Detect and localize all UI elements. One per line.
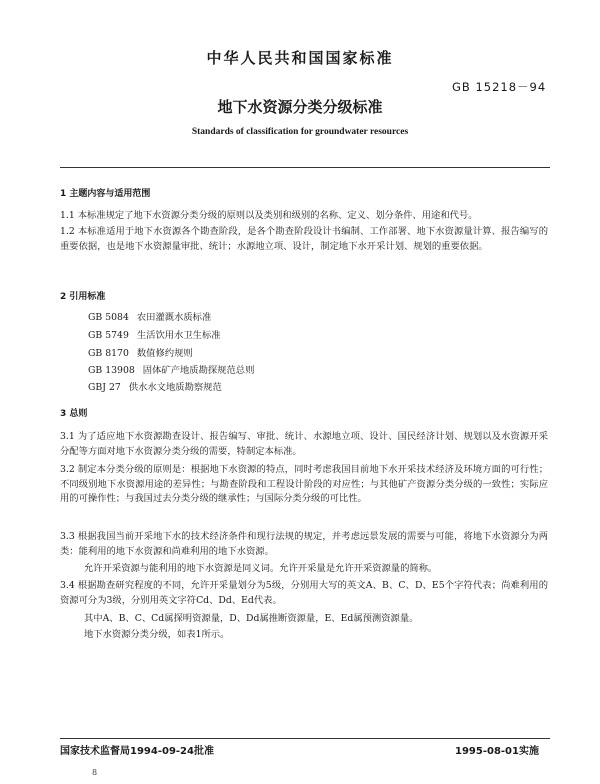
reference-title: 固体矿产地质勘探规范总则 xyxy=(142,365,255,376)
country-standard-heading: 中华人民共和国国家标准 xyxy=(206,49,394,67)
approval-info: 国家技术监督局1994-09-24批准 xyxy=(60,746,214,757)
reference-item xyxy=(88,381,222,395)
document-title-english: Standards of classification for groundwater resources xyxy=(191,127,409,137)
reference-item xyxy=(88,347,193,361)
section-3-heading: 3 总则 xyxy=(60,409,88,419)
reference-title: 农田灌溉水质标准 xyxy=(136,312,212,323)
clause-3-4-table-ref: 地下水资源分类分级，如表1所示。 xyxy=(84,629,230,640)
reference-code: GB 8170 xyxy=(88,348,129,359)
section-1-heading: 1 主题内容与适用范围 xyxy=(60,189,151,199)
page-number: 8 xyxy=(92,768,98,777)
clause-3-2: 3.2 制定本分类分级的原则是：根据地下水资源的特点，同时考虑我国目前地下水开采技术经济及环境方面的可行性；不同级别地下水资源用途的差异性；与勘查阶段和工程设计阶段的对应性；与其他矿产资源分类分级的一致性；实际应用的可操作性；与我国过去分类分级的继承性；与国际分类分级的可比性。 xyxy=(60,464,548,504)
clause-3-3-note: 允许开采资源与能利用的地下水资源是同义词。允许开采量是允许开采资源量的简称。 xyxy=(84,563,438,574)
document-title-chinese: 地下水资源分类分级标准 xyxy=(217,98,383,116)
reference-code: GB 13908 xyxy=(88,365,135,376)
clause-1-2: 1.2 本标准适用于地下水资源各个勘查阶段，是各个勘查阶段设计书编制、工作部署、地下水资源量计算、报告编写的重要依据，也是地下水资源量审批、统计；水源地立项、设计，制定地下水开采计划、规划的重要依据。 xyxy=(60,226,548,252)
reference-title: 供水水文地质勘察规范 xyxy=(128,382,222,393)
reference-title: 数值修约规则 xyxy=(136,348,193,359)
effective-date: 1995-08-01实施 xyxy=(455,746,539,757)
reference-item xyxy=(88,311,211,325)
reference-title: 生活饮用水卫生标准 xyxy=(136,330,221,341)
reference-item xyxy=(88,329,221,343)
section-2-heading: 2 引用标准 xyxy=(60,292,106,302)
reference-item xyxy=(88,364,254,378)
reference-code: GBJ 27 xyxy=(88,382,121,393)
footer-divider xyxy=(60,738,550,739)
clause-1-1: 1.1 本标准规定了地下水资源分类分级的原则以及类别和级别的名称、定义、划分条件、用途和代号。 xyxy=(60,210,478,221)
reference-code: GB 5084 xyxy=(88,312,129,323)
standard-code: GB 15218－94 xyxy=(452,80,547,94)
header-divider xyxy=(60,167,550,168)
reference-code: GB 5749 xyxy=(88,330,129,341)
clause-3-4-note: 其中A、B、C、Cd属探明资源量，D、Dd属推断资源量，E、Ed属预测资源量。 xyxy=(84,613,419,624)
clause-3-4: 3.4 根据勘查研究程度的不同，允许开采量划分为5级，分别用大写的英文A、B、C、D、E5个字符代表；尚难利用的资源可分为3级，分别用英文字符Cd、Dd、Ed代表。 xyxy=(60,580,548,606)
clause-3-3: 3.3 根据我国当前开采地下水的技术经济条件和现行法规的规定，并考虑远景发展的需要与可能，将地下水资源分为两类：能利用的地下水资源和尚难利用的地下水资源。 xyxy=(60,531,548,557)
clause-3-1: 3.1 为了适应地下水资源勘查设计、报告编写、审批、统计、水源地立项、设计、国民经济计划、规划以及水资源开采分配等方面对地下水资源分类分级的需要，特制定本标准。 xyxy=(60,431,548,457)
